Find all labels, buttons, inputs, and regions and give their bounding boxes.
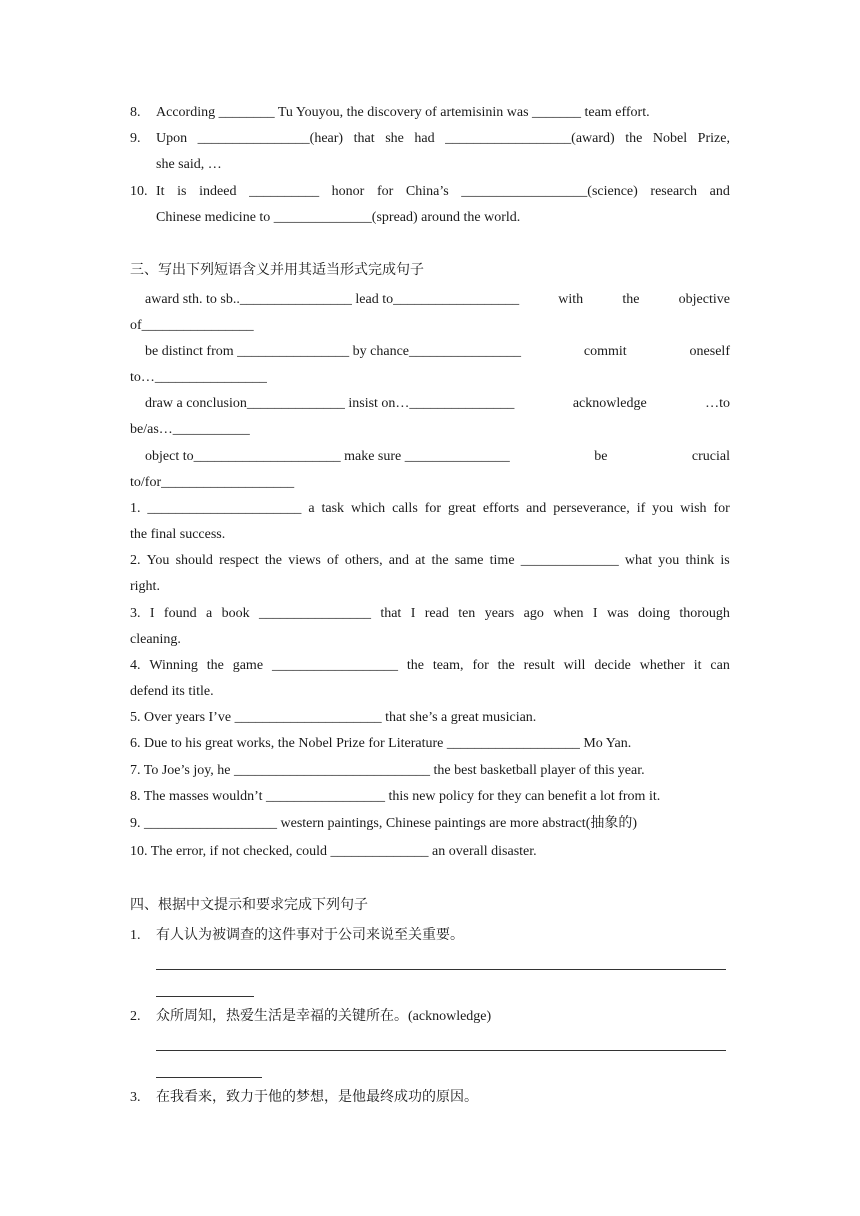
text-segment: China’s: [405, 184, 449, 199]
question-10-line-2: Chinese medicine to ______________(spread) around the world.: [156, 210, 521, 225]
text-segment: ______________________: [147, 501, 302, 516]
sentence-1-line-1: [130, 500, 730, 518]
text-segment: is: [177, 184, 187, 199]
text-segment: ________________(hear): [197, 131, 344, 146]
sentence-4-line-1: [130, 657, 730, 675]
text-segment: for: [713, 501, 730, 516]
translation-2-answer-line-1: [156, 1050, 726, 1051]
text-segment: a: [205, 606, 213, 621]
text-segment: result: [523, 658, 555, 673]
phrase-row-3-cont: be/as…___________: [130, 422, 250, 437]
text-segment: I: [592, 606, 598, 621]
text-segment: __________: [249, 184, 320, 199]
text-segment: is: [720, 553, 730, 568]
text-segment: she: [385, 131, 404, 146]
text-segment: objective: [678, 292, 730, 307]
question-10-number: 10.: [130, 184, 148, 199]
text-segment: ten: [458, 606, 476, 621]
text-segment: and: [388, 553, 409, 568]
text-segment: of: [327, 553, 339, 568]
text-segment: if: [636, 501, 646, 516]
text-segment: Nobel: [652, 131, 688, 146]
translation-1-answer-line-2: [156, 996, 254, 997]
text-segment: I: [410, 606, 416, 621]
text-segment: the: [622, 292, 640, 307]
translation-3-number: 3.: [130, 1090, 141, 1105]
text-segment: should: [175, 553, 213, 568]
text-segment: 1.: [130, 501, 141, 516]
text-segment: it: [693, 658, 702, 673]
text-segment: game: [232, 658, 264, 673]
text-segment: what: [624, 553, 653, 568]
section-4-heading: 四、根据中文提示和要求完成下列句子: [130, 898, 368, 913]
text-segment: the: [264, 553, 283, 568]
text-segment: efforts: [482, 501, 520, 516]
translation-2-prompt: 众所周知，热爱生活是幸福的关键所在。(acknowledge): [156, 1009, 492, 1024]
translation-3-prompt: 在我看来，致力于他的梦想，是他最终成功的原因。: [156, 1090, 478, 1105]
text-segment: had: [414, 131, 435, 146]
question-8-number: 8.: [130, 105, 141, 120]
text-segment: the: [625, 131, 643, 146]
text-segment: …to: [705, 396, 730, 411]
text-segment: 3.: [130, 606, 141, 621]
text-segment: the: [206, 658, 224, 673]
sentence-4-line-2: defend its title.: [130, 684, 214, 699]
text-segment: be distinct from ________________ by chance________________: [145, 344, 522, 359]
text-segment: 4.: [130, 658, 141, 673]
text-segment: perseverance,: [553, 501, 630, 516]
text-segment: __________________(science): [461, 184, 638, 199]
phrase-row-1: [145, 291, 730, 309]
text-segment: honor: [331, 184, 365, 199]
text-segment: acknowledge: [572, 396, 647, 411]
text-segment: when: [553, 606, 584, 621]
text-segment: oneself: [689, 344, 730, 359]
text-segment: for: [376, 184, 394, 199]
text-segment: doing: [638, 606, 670, 621]
text-segment: will: [563, 658, 586, 673]
text-segment: __________________: [271, 658, 398, 673]
text-segment: a: [308, 501, 315, 516]
text-segment: which: [350, 501, 386, 516]
text-segment: and: [526, 501, 547, 516]
text-segment: and: [709, 184, 730, 199]
text-segment: task: [321, 501, 345, 516]
text-segment: decide: [594, 658, 631, 673]
text-segment: think: [685, 553, 715, 568]
text-segment: ago: [523, 606, 544, 621]
text-segment: for: [424, 501, 442, 516]
question-8-text: According ________ Tu Youyou, the discovery of artemisinin was _______ team effort.: [156, 105, 650, 120]
question-9-number: 9.: [130, 131, 141, 146]
text-segment: time: [489, 553, 515, 568]
text-segment: __________________(award): [445, 131, 615, 146]
text-segment: wish: [680, 501, 707, 516]
text-segment: the: [406, 658, 424, 673]
text-segment: views: [288, 553, 321, 568]
question-9-line-1: [156, 130, 730, 148]
text-segment: whether: [639, 658, 685, 673]
translation-1-prompt: 有人认为被调查的这件事对于公司来说至关重要。: [156, 928, 464, 943]
text-segment: commit: [583, 344, 627, 359]
phrase-row-4-cont: to/for___________________: [130, 475, 295, 490]
text-segment: that: [353, 131, 375, 146]
translation-2-answer-line-2: [156, 1077, 262, 1078]
text-segment: calls: [392, 501, 418, 516]
text-segment: that: [380, 606, 402, 621]
text-segment: object to_____________________ make sure _______________: [145, 449, 510, 464]
text-segment: you: [652, 501, 674, 516]
text-segment: same: [454, 553, 484, 568]
phrase-row-2-cont: to…________________: [130, 370, 267, 385]
text-segment: years: [484, 606, 515, 621]
text-segment: Upon: [156, 131, 188, 146]
phrase-row-4: [145, 448, 730, 466]
text-segment: team,: [432, 658, 464, 673]
sentence-5: 5. Over years I’ve _____________________ that she’s a great musician.: [130, 710, 537, 725]
translation-1-answer-line-1: [156, 969, 726, 970]
text-segment: 2.: [130, 553, 141, 568]
text-segment: thorough: [679, 606, 730, 621]
text-segment: ________________: [258, 606, 371, 621]
text-segment: Winning: [149, 658, 198, 673]
text-segment: was: [606, 606, 629, 621]
phrase-row-1-cont: of________________: [130, 318, 254, 333]
text-segment: crucial: [691, 449, 730, 464]
text-segment: you: [658, 553, 680, 568]
question-9-line-2: she said, …: [156, 157, 222, 172]
text-segment: You: [146, 553, 170, 568]
text-segment: read: [424, 606, 449, 621]
text-segment: the: [497, 658, 515, 673]
text-segment: indeed: [199, 184, 237, 199]
sentence-10: 10. The error, if not checked, could ______________ an overall disaster.: [130, 844, 537, 859]
sentence-3-line-1: [130, 605, 730, 623]
text-segment: draw a conclusion______________ insist on…_______________: [145, 396, 515, 411]
text-segment: I: [149, 606, 155, 621]
phrase-row-2: [145, 343, 730, 361]
text-segment: found: [163, 606, 197, 621]
text-segment: at: [415, 553, 426, 568]
phrase-row-3: [145, 395, 730, 413]
text-segment: Prize,: [697, 131, 730, 146]
sentence-6: 6. Due to his great works, the Nobel Prize for Literature ___________________ Mo Yan.: [130, 736, 632, 751]
text-segment: great: [447, 501, 476, 516]
text-segment: respect: [219, 553, 259, 568]
section-3-heading: 三、写出下列短语含义并用其适当形式完成句子: [130, 263, 424, 278]
sentence-2-line-1: [130, 552, 730, 570]
sentence-3-line-2: cleaning.: [130, 632, 181, 647]
text-segment: ______________: [520, 553, 619, 568]
sentence-7: 7. To Joe’s joy, he ____________________________ the best basketball player of this year.: [130, 763, 645, 778]
text-segment: research: [650, 184, 698, 199]
text-segment: can: [710, 658, 730, 673]
sentence-2-line-2: right.: [130, 579, 160, 594]
sentence-1-line-2: the final success.: [130, 527, 226, 542]
translation-2-number: 2.: [130, 1009, 141, 1024]
text-segment: It: [156, 184, 165, 199]
text-segment: others,: [344, 553, 383, 568]
translation-1-number: 1.: [130, 928, 141, 943]
text-segment: award sth. to sb..________________ lead to__________________: [145, 292, 520, 307]
sentence-9: 9. ___________________ western paintings, Chinese paintings are more abstract(抽象的): [130, 816, 638, 831]
question-10-line-1: [156, 183, 730, 201]
text-segment: book: [221, 606, 250, 621]
text-segment: with: [558, 292, 584, 307]
sentence-8: 8. The masses wouldn’t _________________ this new policy for they can benefit a lot from it.: [130, 789, 661, 804]
text-segment: be: [594, 449, 608, 464]
text-segment: the: [431, 553, 449, 568]
text-segment: for: [472, 658, 489, 673]
